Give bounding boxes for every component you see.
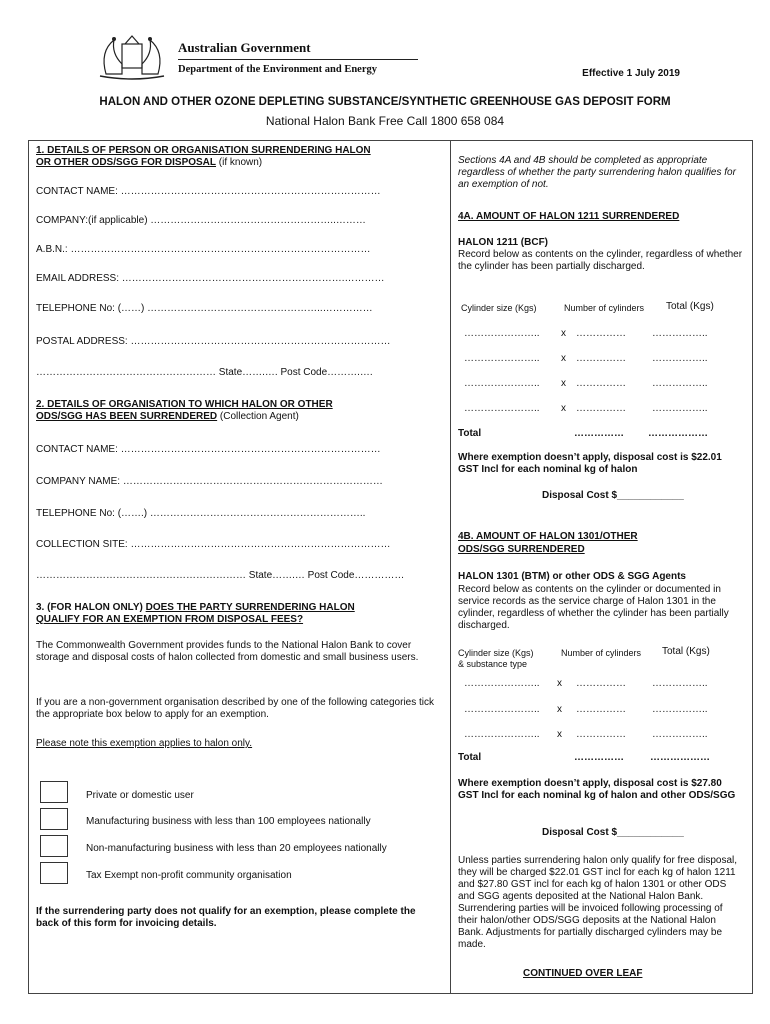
s4b-row3-number[interactable]: …………… [576, 729, 626, 740]
s4b-row1-total[interactable]: …………….. [652, 678, 708, 689]
header-rule [178, 59, 418, 60]
s4a-heading: 4A. AMOUNT OF HALON 1211 SURRENDERED [458, 211, 680, 222]
s4b-row2-number[interactable]: …………… [576, 704, 626, 715]
checkbox-manufacturing[interactable] [40, 808, 68, 830]
s4a-row1-x: x [561, 328, 566, 339]
s4a-col-total: Total (Kgs) [666, 301, 714, 312]
checkbox-tax-exempt[interactable] [40, 862, 68, 884]
agent-state-postcode-field[interactable]: ……………………………………………………… State…….… Post Code…………… [36, 570, 405, 581]
s3-paragraph-2: If you are a non-government organisation described by one of the following categories tick the appropriate box below to apply for an exemption. [36, 697, 435, 720]
s4b-col-number: Number of cylinders [561, 648, 642, 658]
s4a-description: Record below as contents on the cylinder, regardless of whether the cylinder has been partially discharged. [458, 249, 743, 272]
s4a-row3-total[interactable]: …………….. [652, 378, 708, 389]
s4a-col-cylinder-size: Cylinder size (Kgs) [461, 303, 537, 313]
s3-paragraph-1: The Commonwealth Government provides funds to the National Halon Bank to cover storage and disposal costs of halon collected from domestic and small business users. [36, 640, 419, 663]
s4b-disposal-cost[interactable]: Disposal Cost $____________ [542, 827, 684, 838]
s2-heading-line2: ODS/SGG HAS BEEN SURRENDERED (Collection Agent) [36, 411, 299, 422]
s4a-row3-x: x [561, 378, 566, 389]
charges-paragraph: Unless parties surrendering halon only qualify for free disposal, they will be charged $22.01 GST incl for each kg of halon 1211 and $27.80 GST incl for each kg of halon 1301 or other ODS and SGG agents deposited at the National Halon Bank. Surrendering parties will be invoiced following processing of their halon/other ODS/SGG deposits at the National Halon Bank. Adjustments for partially discharged cylinders may be made. [458, 855, 738, 950]
s4b-row2-total[interactable]: …………….. [652, 704, 708, 715]
abn-field[interactable]: A.B.N.: ……………………………………………………………………………… [36, 244, 371, 255]
s4b-subheading: HALON 1301 (BTM) or other ODS & SGG Agents [458, 571, 686, 582]
agent-company-field[interactable]: COMPANY NAME: …………………………………………………………………… [36, 476, 383, 487]
s4b-row1-number[interactable]: …………… [576, 678, 626, 689]
s4a-row2-size[interactable]: ………………….. [464, 353, 540, 364]
form-title: HALON AND OTHER OZONE DEPLETING SUBSTANCE/SYNTHETIC GREENHOUSE GAS DEPOSIT FORM [99, 96, 671, 108]
s4b-total-number[interactable]: …………… [574, 752, 624, 763]
s3-heading: 3. (FOR HALON ONLY) DOES THE PARTY SURRENDERING HALON [36, 602, 355, 613]
s4a-row3-size[interactable]: ………………….. [464, 378, 540, 389]
s4b-row2-x: x [557, 704, 562, 715]
s4a-row1-total[interactable]: …………….. [652, 328, 708, 339]
s4b-row3-total[interactable]: …………….. [652, 729, 708, 740]
s4a-total-kgs[interactable]: ……………… [648, 428, 708, 439]
s4a-row4-total[interactable]: …………….. [652, 403, 708, 414]
effective-date: Effective 1 July 2019 [582, 68, 680, 79]
agent-telephone-field[interactable]: TELEPHONE No: (…….) ……………………………………………………….. [36, 508, 366, 519]
coat-of-arms-logo [92, 30, 172, 82]
contact-name-field[interactable]: CONTACT NAME: …………………………………………………………………… [36, 186, 381, 197]
state-postcode-field[interactable]: ……………………………………………… State…….…. Post Code……….…. [36, 367, 373, 378]
s4a-col-number: Number of cylinders [564, 303, 645, 313]
s4b-row3-size[interactable]: ………………….. [464, 729, 540, 740]
collection-site-field[interactable]: COLLECTION SITE: …………………………………………………………………… [36, 539, 391, 550]
gov-name: Australian Government [178, 40, 311, 55]
agent-contact-field[interactable]: CONTACT NAME: …………………………………………………………………… [36, 444, 381, 455]
s4b-row2-size[interactable]: ………………….. [464, 704, 540, 715]
company-field[interactable]: COMPANY:(if applicable) ………………………………………………..……… [36, 215, 366, 226]
s2-heading: 2. DETAILS OF ORGANISATION TO WHICH HALON OR OTHER [36, 399, 333, 410]
s4b-total-label: Total [458, 752, 482, 763]
s4b-cost-note: Where exemption doesn’t apply, disposal cost is $27.80 GST Incl for each nominal kg of halon and other ODS/SGG [458, 778, 736, 801]
sections-intro: Sections 4A and 4B should be completed as appropriate regardless of whether the party surrendering halon qualifies for an exemption of not. [458, 155, 736, 190]
no-exemption-note: If the surrendering party does not qualify for an exemption, please complete the back of this form for invoicing details. [36, 906, 416, 929]
s4a-row4-x: x [561, 403, 566, 414]
column-divider [450, 140, 451, 994]
s1-heading-line2: OR OTHER ODS/SGG FOR DISPOSAL (if known) [36, 157, 263, 168]
s4b-heading: 4B. AMOUNT OF HALON 1301/OTHER [458, 531, 638, 542]
s4a-row1-number[interactable]: …………… [576, 328, 626, 339]
s4b-row3-x: x [557, 729, 562, 740]
s4b-total-kgs[interactable]: ……………… [650, 752, 710, 763]
s4a-disposal-cost[interactable]: Disposal Cost $____________ [542, 490, 684, 501]
s4a-row2-total[interactable]: …………….. [652, 353, 708, 364]
s4a-total-number[interactable]: …………… [574, 428, 624, 439]
exemption-note: Please note this exemption applies to halon only. [36, 738, 253, 749]
option-tax-exempt: Tax Exempt non-profit community organisation [86, 870, 292, 881]
s4b-row1-size[interactable]: ………………….. [464, 678, 540, 689]
option-manufacturing: Manufacturing business with less than 100 employees nationally [86, 816, 371, 827]
form-subtitle: National Halon Bank Free Call 1800 658 084 [265, 114, 505, 128]
s4a-row3-number[interactable]: …………… [576, 378, 626, 389]
s3-heading-line2: QUALIFY FOR AN EXEMPTION FROM DISPOSAL FEES? [36, 614, 304, 625]
email-field[interactable]: EMAIL ADDRESS: ………………………………………………………….………… [36, 273, 385, 284]
continued-over-leaf: CONTINUED OVER LEAF [523, 968, 643, 979]
dept-name: Department of the Environment and Energy [178, 64, 378, 75]
s4b-description: Record below as contents on the cylinder or documented in service records as the service charge of Halon 1301 in the cylinder, regardless of whether the cylinder has been partially discharged. [458, 584, 729, 631]
s4a-row4-size[interactable]: ………………….. [464, 403, 540, 414]
s4b-heading-line2: ODS/SGG SURRENDERED [458, 544, 585, 555]
postal-address-field[interactable]: POSTAL ADDRESS: …………………………………………………………………… [36, 336, 391, 347]
s4a-row2-x: x [561, 353, 566, 364]
s4b-col-cylinder-size: Cylinder size (Kgs) [458, 648, 534, 658]
s4a-total-label: Total [458, 428, 482, 439]
checkbox-non-manufacturing[interactable] [40, 835, 68, 857]
telephone-field[interactable]: TELEPHONE No: (……) ……………………………………………..…………… [36, 303, 373, 314]
s4a-row2-number[interactable]: …………… [576, 353, 626, 364]
s4a-row1-size[interactable]: ………………….. [464, 328, 540, 339]
checkbox-private[interactable] [40, 781, 68, 803]
option-private: Private or domestic user [86, 790, 194, 801]
s4a-cost-note: Where exemption doesn’t apply, disposal cost is $22.01 GST Incl for each nominal kg of halon [458, 452, 722, 475]
s1-heading: 1. DETAILS OF PERSON OR ORGANISATION SURRENDERING HALON [36, 145, 371, 156]
s4b-col-total: Total (Kgs) [662, 646, 710, 657]
s4a-row4-number[interactable]: …………… [576, 403, 626, 414]
s4b-col-substance: & substance type [458, 659, 528, 669]
s4b-row1-x: x [557, 678, 562, 689]
option-non-manufacturing: Non-manufacturing business with less than 20 employees nationally [86, 843, 387, 854]
s4a-subheading: HALON 1211 (BCF) [458, 237, 549, 248]
